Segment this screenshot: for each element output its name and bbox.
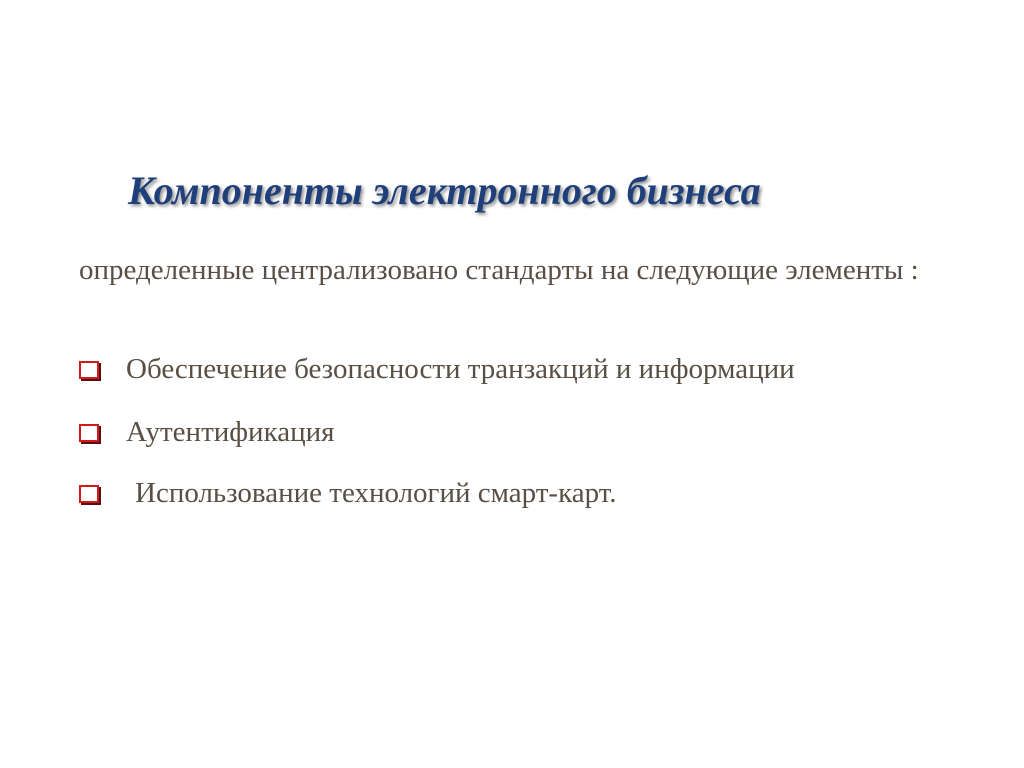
- intro-paragraph: определенные централизовано стандарты на следующие элементы :: [79, 254, 919, 286]
- bullet-text: Аутентификация: [126, 416, 335, 448]
- bullet-text: Обеспечение безопасности транзакций и информации: [126, 353, 795, 385]
- list-item: [79, 412, 959, 452]
- slide-title: Компоненты электронного бизнеса: [128, 168, 761, 213]
- checkbox-icon: [79, 485, 99, 503]
- checkbox-icon: [79, 424, 99, 442]
- list-item: [79, 349, 959, 389]
- bullet-text: Использование технологий смарт-карт.: [135, 477, 617, 509]
- bullet-list: [79, 349, 959, 536]
- checkbox-icon: [79, 361, 99, 379]
- list-item: [79, 473, 959, 513]
